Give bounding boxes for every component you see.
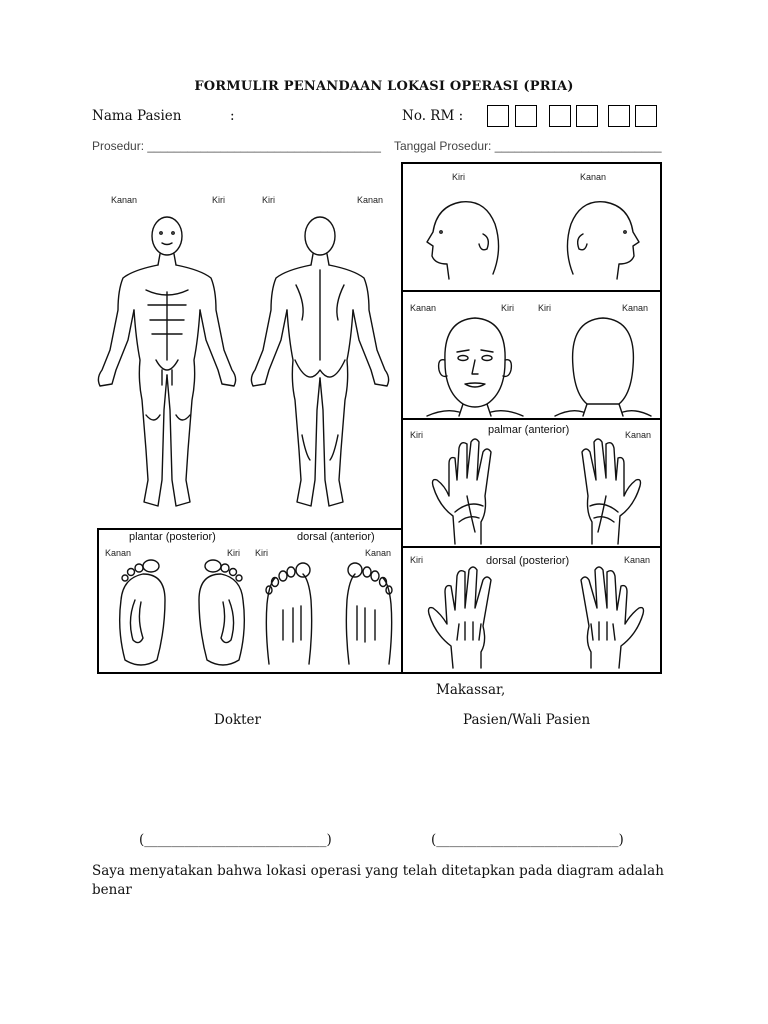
city-date-label: Makassar,	[436, 682, 506, 698]
patient-name-label: Nama Pasien	[92, 108, 182, 124]
feet-panel	[97, 528, 403, 674]
palmar-right-label: Kanan	[625, 430, 652, 440]
head-front-back-panel	[401, 290, 662, 420]
procedure-date-field[interactable]: Tanggal Prosedur: _________________________	[394, 139, 662, 153]
rm-digit-box[interactable]	[549, 105, 571, 127]
body-front-figure	[88, 210, 248, 520]
plantar-left-foot	[191, 560, 251, 670]
palmar-panel	[401, 418, 662, 548]
palmar-title: palmar (anterior)	[488, 424, 570, 436]
plantar-right-label: Kanan	[105, 548, 132, 558]
rm-digit-box[interactable]	[515, 105, 537, 127]
hand-dorsal-right-hand	[559, 566, 649, 671]
patient-guardian-label: Pasien/Wali Pasien	[463, 712, 591, 728]
hand-dorsal-panel	[401, 546, 662, 674]
form-title: FORMULIR PENANDAAN LOKASI OPERASI (PRIA)	[194, 79, 574, 94]
plantar-title: plantar (posterior)	[129, 531, 216, 543]
body-back-figure	[240, 210, 400, 520]
rm-digit-box[interactable]	[635, 105, 657, 127]
hand-dorsal-right-label: Kanan	[624, 555, 651, 565]
hand-dorsal-left-label: Kiri	[410, 555, 423, 565]
head-front-figure	[425, 312, 525, 417]
head-side-right-label: Kanan	[580, 172, 607, 182]
body-front-right-label: Kanan	[111, 195, 138, 205]
head-back-right-label: Kanan	[622, 303, 649, 313]
palmar-left-label: Kiri	[410, 430, 423, 440]
doctor-signature-line[interactable]: (___________________________)	[139, 832, 332, 848]
feet-dorsal-left-label: Kiri	[255, 548, 268, 558]
patient-name-colon: :	[230, 108, 235, 124]
dorsal-left-foot	[259, 560, 319, 670]
head-side-left-label: Kiri	[452, 172, 465, 182]
rm-label: No. RM :	[402, 108, 464, 124]
rm-digit-box[interactable]	[608, 105, 630, 127]
doctor-label: Dokter	[214, 712, 261, 728]
rm-digit-box[interactable]	[487, 105, 509, 127]
hand-dorsal-title: dorsal (posterior)	[486, 555, 570, 567]
head-side-left-figure	[423, 194, 513, 289]
hand-dorsal-left-hand	[423, 566, 513, 671]
head-front-left-label: Kiri	[501, 303, 514, 313]
head-side-panel	[401, 162, 662, 292]
dorsal-right-foot	[339, 560, 399, 670]
plantar-right-foot	[113, 560, 173, 670]
feet-dorsal-right-label: Kanan	[365, 548, 392, 558]
plantar-left-label: Kiri	[227, 548, 240, 558]
head-front-right-label: Kanan	[410, 303, 437, 313]
head-back-left-label: Kiri	[538, 303, 551, 313]
rm-digit-box[interactable]	[576, 105, 598, 127]
patient-signature-line[interactable]: (___________________________)	[431, 832, 624, 848]
palmar-left-hand	[425, 436, 515, 546]
head-back-figure	[553, 312, 653, 417]
feet-dorsal-title: dorsal (anterior)	[297, 531, 375, 543]
palmar-right-hand	[558, 436, 648, 546]
declaration-statement: Saya menyatakan bahwa lokasi operasi yang telah ditetapkan pada diagram adalah benar	[92, 863, 664, 898]
procedure-field[interactable]: Prosedur: ___________________________________	[92, 139, 381, 153]
head-side-right-figure	[553, 194, 643, 289]
body-front-left-label: Kiri	[212, 195, 225, 205]
body-back-left-label: Kiri	[262, 195, 275, 205]
body-back-right-label: Kanan	[357, 195, 384, 205]
